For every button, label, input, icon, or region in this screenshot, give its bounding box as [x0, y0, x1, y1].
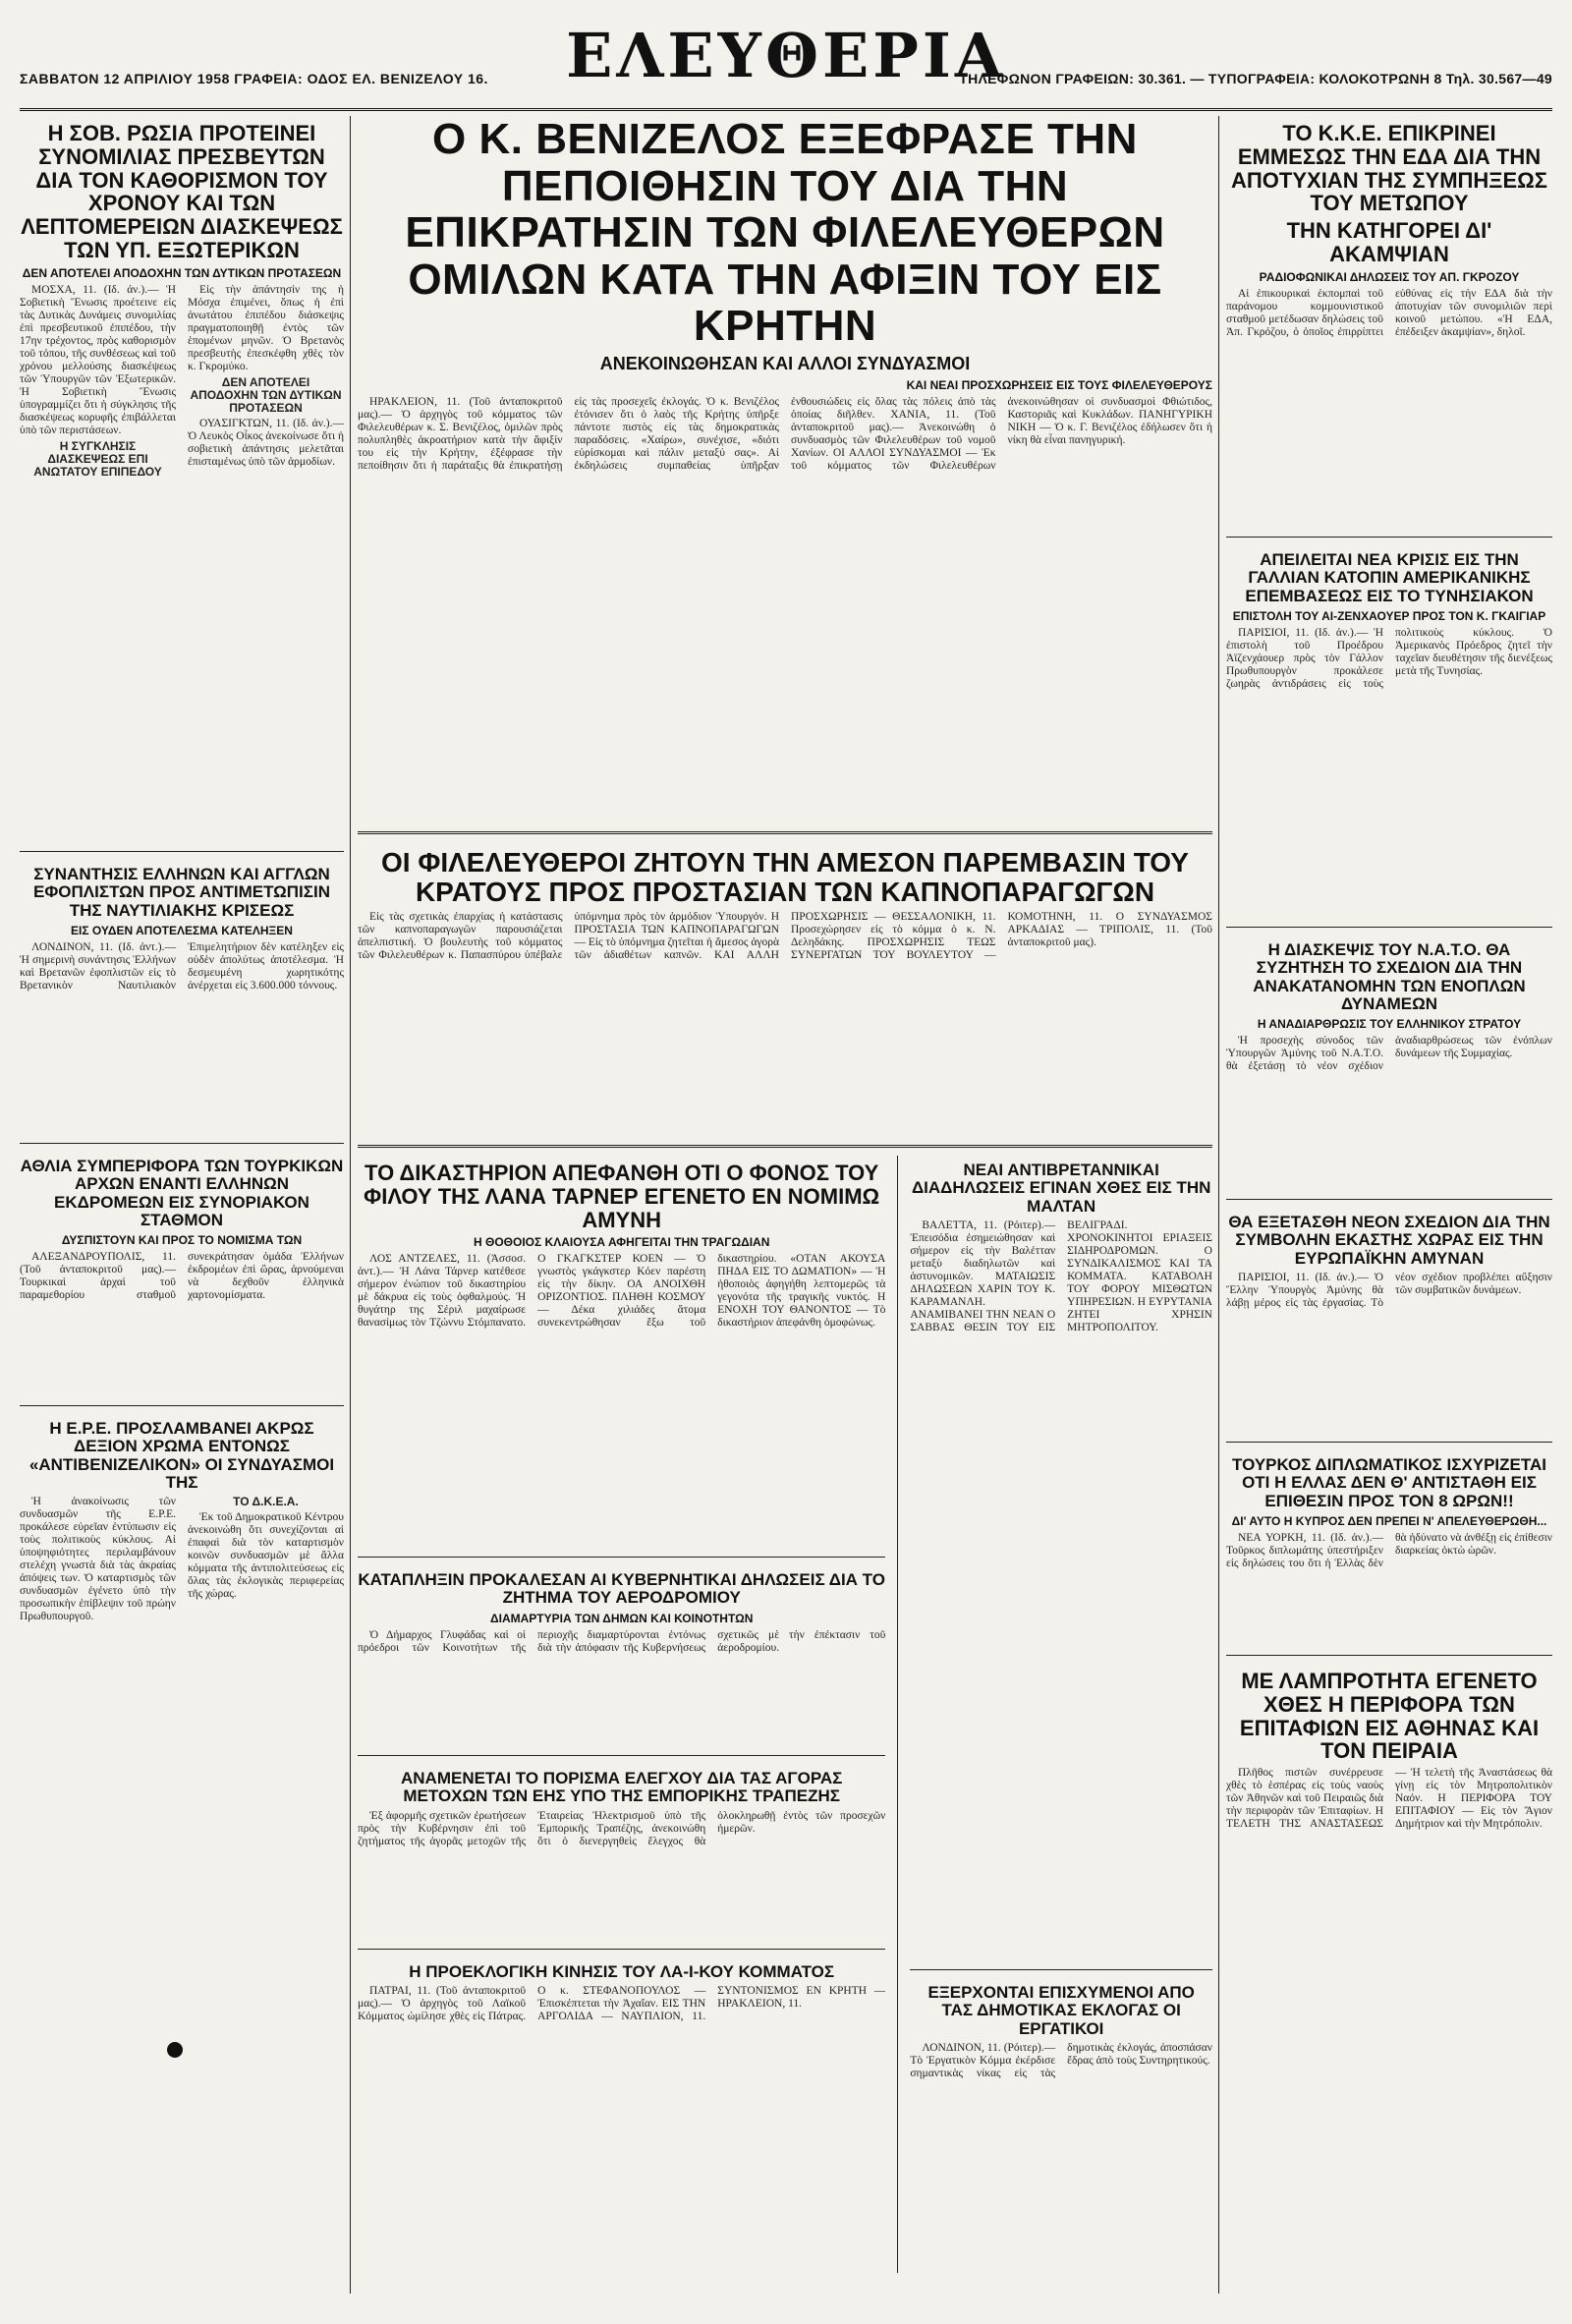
- story-body: [358, 1810, 885, 1848]
- story-body: [20, 1496, 344, 1623]
- story-text: ΑΛΕΞΑΝΔΡΟΥΠΟΛΙΣ, 11. (Τοῦ ἀνταποκριτοῦ μας).— Τουρκικαὶ ἀρχαὶ τοῦ παραμεθορίου σταθμοῦ συνεκράτησαν ὁμάδα Ἑλλήνων ἐκδρομέων ἐπὶ ὥρας, ἀρνούμεναι νὰ δεχθοῦν ἑλληνικὰ χαρτονομίσματα.: [20, 1251, 344, 1302]
- story-body: [20, 284, 344, 479]
- phone-line: ΤΗΛΕΦΩΝΟΝ ΓΡΑΦΕΙΩΝ: 30.361. — ΤΥΠΟΓΡΑΦΕΙΑ: ΚΟΛΟΚΟΤΡΩΝΗ 8 Τηλ. 30.567—49: [959, 71, 1552, 86]
- center-column: [358, 116, 1212, 2294]
- story-body: [358, 396, 1212, 473]
- story-text: ΛΟΝΔΙΝΟΝ, 11. (Ιδ. ἀντ.).— Ἡ σημερινὴ συνάντησις Ἑλλήνων καὶ Βρετανῶν ἐφοπλιστῶν εἰς τὸ Βρετανικὸν Ναυτιλιακὸν Ἐπιμελητήριον δὲν κατέληξεν εἰς οὐδὲν ἀπολύτως ἀποτέλεσμα. Ἡ δεσμευμένη χωρητικότης ἀνέρχεται εἰς 3.600.000 τόννους.: [20, 941, 344, 992]
- story-ere: [20, 1414, 344, 2181]
- center-lower-right: [910, 1156, 1212, 2273]
- story-kke: [1226, 116, 1552, 529]
- story-body: [1226, 1532, 1552, 1570]
- story-european-defense: [1226, 1208, 1552, 1434]
- story-labour-elections: [910, 1978, 1212, 2273]
- story-text: Πλῆθος πιστῶν συνέρρευσε χθὲς τὸ ἑσπέρας εἰς τοὺς ναοὺς τῶν Ἀθηνῶν καὶ τοῦ Πειραιῶς διὰ τὴν περιφορὰν τῶν Ἐπιταφίων. Η ΤΕΛΕΤΗ ΤΗΣ ΑΝΑΣΤΑΣΕΩΣ — Ἡ τελετὴ τῆς Ἀναστάσεως θὰ γίνῃ εἰς τὸν Μητροπολιτικὸν Ναόν. Η ΠΕΡΙΦΟΡΑ ΤΟΥ ΕΠΙΤΑΦΙΟΥ — Εἰς τὸν Ἅγιον Δημήτριον καὶ τὴν Μητρόπολιν.: [1226, 1767, 1552, 1830]
- story-body: [20, 1251, 344, 1304]
- date-line: ΣΑΒΒΑΤΟΝ 12 ΑΠΡΙΛΙΟΥ 1958 ΓΡΑΦΕΙΑ: ΟΔΟΣ ΕΛ. ΒΕΝΙΖΕΛΟΥ 16.: [20, 71, 488, 86]
- story-text: ΟΥΑΣΙΓΚΤΩΝ, 11. (Ιδ. άν.).— Ὁ Λευκὸς Οἶκος ἀνεκοίνωσε ὅτι ἡ σοβιετικὴ ἀπάντησις μελετᾶται ἐπισταμένως ὑπὸ τῶν ἁρμοδίων.: [188, 417, 344, 468]
- story-text: ΗΡΑΚΛΕΙΟΝ, 11. (Τοῦ ἀνταποκριτοῦ μας).— Ὁ ἀρχηγὸς τοῦ κόμματος τῶν Φιλελευθέρων κ. Σ. Βενιζέλος, ὁμιλῶν πρὸς πολυπληθὲς ἀκροατήριον κατὰ τὴν ἄφιξίν του εἰς τὴν Κρήτην, ἐξέφρασε τὴν πεποίθησιν ὅτι ἡ παράταξις θὰ ἐπικρατήσῃ εἰς τὰς προσεχεῖς ἐκλογάς. Ὁ κ. Βενιζέλος ἐτόνισεν ὅτι ὁ λαὸς τῆς Κρήτης ὑπῆρξε πάντοτε πιστὸς εἰς τὰς δημοκρατικὰς παραδόσεις. «Χαίρω», συνέχισε, «διότι εὑρίσκομαι καὶ πάλιν μεταξύ σας». Αἱ ἐκδηλώσεις συμπαθείας ὑπῆρξαν ἐνθουσιώδεις εἰς ὅλας τὰς πόλεις ἀπὸ τὰς ὁποίας διῆλθεν. ΧΑΝΙΑ, 11. (Τοῦ ἀνταποκριτοῦ μας).— Ἀνεκοινώθη ὁ συνδυασμὸς τῶν Φιλελευθέρων τοῦ νομοῦ Χανίων. ΟΙ ΑΛΛΟΙ ΣΥΝΔΥΑΣΜΟΙ — Ἐκ τοῦ κόμματος τῶν Φιλελευθέρων ἀνεκοινώθησαν οἱ συνδυασμοὶ Φθιώτιδος, Καστοριᾶς καὶ Κυκλάδων. ΠΑΝΗΓΥΡΙΚΗ ΝΙΚΗ — Ὁ κ. Γ. Βενιζέλος ἐδήλωσεν ὅτι ἡ νίκη θὰ εἶναι πανηγυρική.: [358, 395, 1212, 472]
- divider: [1226, 927, 1552, 928]
- story-text: ΠΑΡΙΣΙΟΙ, 11. (Ιδ. ἀν.).— Ὁ Ἕλλην Ὑπουργὸς Ἀμύνης θὰ λάβῃ μέρος εἰς τὰς ἐργασίας. Τὸ νέον σχέδιον προβλέπει αὔξησιν τῶν συμβατικῶν δυνάμεων.: [1226, 1272, 1552, 1310]
- story-malta: [910, 1156, 1212, 1961]
- left-column: [20, 116, 344, 2294]
- story-text: ΒΑΛΕΤΤΑ, 11. (Ρόιτερ).— Ἐπεισόδια ἐσημειώθησαν καὶ σήμερον εἰς τὴν Βαλέτταν μεταξὺ διαδηλωτῶν καὶ ἀστυνομικῶν. ΜΑΤΑΙΩΣΙΣ ΔΗΛΩΣΕΩΝ ΧΑΡΙΝ ΤΟΥ Κ. ΚΑΡΑΜΑΝΛΗ. ΑΝΑΜΙΒΑΝΕΙ ΤΗΝ ΝΕΑΝ Ο ΣΑΒΒΑΣ ΘΕΣΙΝ ΤΟΥ ΕΙΣ ΒΕΛΙΓΡΑΔΙ. ΧΡΟΝΟΚΙΝΗΤΟΙ ΕΡΙΑΞΕΙΣ ΣΙΔΗΡΟΔΡΟΜΩΝ. Ο ΣΥΝΔΙΚΑΛΙΣΜΟΣ ΚΑΙ ΤΑ ΚΟΜΜΑΤΑ. ΚΑΤΑΒΟΛΗ ΤΟΥ ΦΟΡΟΥ ΜΙΣΘΩΤΩΝ ΥΠΗΡΕΣΙΩΝ. Η ΕΥΡΥΤΑΝΙΑ ΖΗΤΕΙ ΧΡΗΣΙΝ ΜΗΤΡΟΠΟΛΙΤΟΥ.: [910, 1219, 1212, 1334]
- section-heading: Η ΣΥΓΚΛΗΣΙΣ ΔΙΑΣΚΕΨΕΩΣ ΕΠΙ ΑΝΩΤΑΤΟΥ ΕΠΙΠΕΔΟΥ: [33, 438, 162, 479]
- headline: ΑΝΑΜΕΝΕΤΑΙ ΤΟ ΠΟΡΙΣΜΑ ΕΛΕΓΧΟΥ ΔΙΑ ΤΑΣ ΑΓΟΡΑΣ ΜΕΤΟΧΩΝ ΤΩΝ ΕΗΣ ΥΠΟ ΤΗΣ ΕΜΠΟΡΙΚΗΣ ΤΡΑΠΕΖΗΣ: [400, 1769, 843, 1806]
- lead-subheadline-2: ΚΑΙ ΝΕΑΙ ΠΡΟΣΧΩΡΗΣΕΙΣ ΕΙΣ ΤΟΥΣ ΦΙΛΕΛΕΥΘΕΡΟΥΣ: [906, 377, 1212, 392]
- story-text: Ἐκ τοῦ Δημοκρατικοῦ Κέντρου ἀνεκοινώθη ὅτι συνεχίζονται αἱ ἐπαφαὶ διὰ τὸν καταρτισμὸν κοινῶν συνδυασμῶν μὲ ἄλλα κόμματα τῆς ἀντιπολιτεύσεως εἰς ὅλας τὰς ἐκλογικὰς περιφερείας τῆς χώρας.: [188, 1511, 344, 1601]
- headline: Η ΠΡΟΕΚΛΟΓΙΚΗ ΚΙΝΗΣΙΣ ΤΟΥ ΛΑ-Ι-ΚΟΥ ΚΟΜΜΑΤΟΣ: [409, 1962, 835, 1981]
- story-body: [1226, 1035, 1552, 1073]
- story-text: ΜΟΣΧΑ, 11. (Ιδ. άν.).— Ἡ Σοβιετικὴ Ἕνωσις προέτεινε εἰς τὰς Δυτικὰς Δυνάμεις συνομιλίας ἐπὶ πρεσβευτικοῦ ἐπιπέδου, τὴν 17ην τρέχοντος, πρὸς καθορισμὸν τοῦ τόπου, τῆς συνθέσεως καὶ τοῦ χρόνου μελλούσης διασκέψεως τῶν Ὑπουργῶν τῶν Ἐξωτερικῶν. Ἡ Σοβιετικὴ Ἕνωσις ὑπογραμμίζει ὅτι ἡ σύγκλησις τῆς διασκέψεως κορυφῆς ἐπιβάλλεται ὑπὸ τῶν περιστάσεων.: [20, 283, 176, 436]
- headline: Η ΣΟΒ. ΡΩΣΙΑ ΠΡΟΤΕΙΝΕΙ ΣΥΝΟΜΙΛΙΑΣ ΠΡΕΣΒΕΥΤΩΝ ΔΙΑ ΤΟΝ ΚΑΘΟΡΙΣΜΟΝ ΤΟΥ ΧΡΟΝΟΥ ΚΑΙ ΤΩΝ ΛΕΠΤΟΜΕΡΕΙΩΝ ΔΙΑΣΚΕΨΕΩΣ ΤΩΝ ΥΠ. ΕΞΩΤΕΡΙΚΩΝ: [21, 121, 343, 262]
- headline: Η ΔΙΑΣΚΕΨΙΣ ΤΟΥ Ν.Α.Τ.Ο. ΘΑ ΣΥΖΗΤΗΣΗ ΤΟ ΣΧΕΔΙΟΝ ΔΙΑ ΤΗΝ ΑΝΑΚΑΤΑΝΟΜΗΝ ΤΩΝ ΕΝΟΠΛΩΝ ΔΥΝΑΜΕΩΝ: [1253, 940, 1526, 1014]
- story-lana-turner: [358, 1156, 885, 1549]
- section-heading: ΔΕΝ ΑΠΟΤΕΛΕΙ ΑΠΟΔΟΧΗΝ ΤΩΝ ΔΥΤΙΚΩΝ ΠΡΟΤΑΣΕΩΝ: [190, 374, 342, 415]
- section-heading: ΤΟ Δ.Κ.Ε.Α.: [233, 1495, 299, 1509]
- story-popular-party: [358, 1957, 885, 2252]
- story-body: [910, 2042, 1212, 2080]
- divider: [910, 1969, 1212, 1970]
- story-text: Ἐξ ἀφορμῆς σχετικῶν ἐρωτήσεων πρὸς τὴν Κυβέρνησιν ἐπὶ τοῦ ζητήματος τῆς ἀγορᾶς μετοχῶν τῆς Ἐταιρείας Ἠλεκτρισμοῦ ὑπὸ τῆς Ἐμπορικῆς Τραπέζης, ἀνεκοινώθη ὅτι ὁ διενεργηθεὶς ἔλεγχος θὰ ὁλοκληρωθῇ ἐντὸς τῶν προσεχῶν ἡμερῶν.: [358, 1809, 886, 1847]
- story-soviet: [20, 116, 344, 843]
- headline: ΣΥΝΑΝΤΗΣΙΣ ΕΛΛΗΝΩΝ ΚΑΙ ΑΓΓΛΩΝ ΕΦΟΠΛΙΣΤΩΝ ΠΡΟΣ ΑΝΤΙΜΕΤΩΠΙΣΙΝ ΤΗΣ ΝΑΥΤΙΛΙΑΚΗΣ ΚΡΙΣΕΩΣ: [33, 865, 330, 920]
- story-body: [1226, 288, 1552, 341]
- story-body: [358, 1985, 885, 2023]
- story-text: Ἡ προσεχὴς σύνοδος τῶν Ὑπουργῶν Ἀμύνης τοῦ Ν.Α.Τ.Ο. θὰ ἐξετάσῃ τὸ νέον σχέδιον ἀναδιαρθρώσεως τῶν ἐνόπλων δυνάμεων τῆς Συμμαχίας.: [1226, 1035, 1552, 1073]
- subheadline: ΤΗΝ ΚΑΤΗΓΟΡΕΙ ΔΙ' ΑΚΑΜΨΙΑΝ: [1286, 218, 1492, 266]
- story-text: ΠΑΤΡΑΙ, 11. (Τοῦ ἀνταποκριτοῦ μας).— Ὁ ἀρχηγὸς τοῦ Λαϊκοῦ Κόμματος ὡμίλησε χθὲς εἰς Πάτρας. Ο κ. ΣΤΕΦΑΝΟΠΟΥΛΟΣ — Ἐπισκέπτεται τὴν Ἀχαΐαν. ΕΙΣ ΤΗΝ ΑΡΓΟΛΙΔΑ — ΝΑΥΠΛΙΟΝ, 11. ΣΥΝΤΟΝΙΣΜΟΣ ΕΝ ΚΡΗΤΗ — ΗΡΑΚΛΕΙΟΝ, 11.: [358, 1985, 886, 2023]
- story-text: ΝΕΑ ΥΟΡΚΗ, 11. (Ιδ. ἀν.).— Τοῦρκος διπλωμάτης ὑπεστήριξεν εἰς δηλώσεις του ὅτι ἡ Ἑλλὰς δὲν θὰ ἠδύνατο νὰ ἀνθέξῃ εἰς ἐπίθεσιν διαρκείας ὀκτὼ ὡρῶν.: [1226, 1532, 1552, 1570]
- lead-subheadline: ΑΝΕΚΟΙΝΩΘΗΣΑΝ ΚΑΙ ΑΛΛΟΙ ΣΥΝΔΥΑΣΜΟΙ: [599, 353, 971, 373]
- headline: ΝΕΑΙ ΑΝΤΙΒΡΕΤΑΝΝΙΚΑΙ ΔΙΑΔΗΛΩΣΕΙΣ ΕΓΙΝΑΝ ΧΘΕΣ ΕΙΣ ΤΗΝ ΜΑΛΤΑΝ: [911, 1161, 1211, 1216]
- headline: ΕΞΕΡΧΟΝΤΑΙ ΕΠΙΣΧΥΜΕΝΟΙ ΑΠΟ ΤΑΣ ΔΗΜΟΤΙΚΑΣ ΕΚΛΟΓΑΣ ΟΙ ΕΡΓΑΤΙΚΟΙ: [927, 1983, 1195, 2038]
- story-shipowners: [20, 860, 344, 1135]
- story-body: [358, 1253, 885, 1331]
- column-rule: [1218, 116, 1219, 2294]
- subheadline: ΕΙΣ ΟΥΔΕΝ ΑΠΟΤΕΛΕΣΜΑ ΚΑΤΕΛΗΞΕΝ: [71, 924, 293, 938]
- story-epitaphs: [1226, 1664, 1552, 2214]
- divider: [20, 1405, 344, 1406]
- story-border: [20, 1152, 344, 1397]
- story-text: Εἰς τὴν ἀπάντησίν της ἡ Μόσχα ἐπιμένει, ὅπως ἡ ἐπὶ ἀνωτάτου ἐπιπέδου διάσκεψις πραγματοποιηθῇ ἐντὸς τῶν ἑπομένων μηνῶν. Ὁ Βρετανὸς πρεσβευτὴς ἐπεσκέφθη χθὲς τὸν κ. Γκρομύκο.: [188, 283, 344, 372]
- divider: [1226, 1199, 1552, 1200]
- center-lower-left: [358, 1156, 885, 2273]
- divider: [358, 1755, 885, 1756]
- story-body: [1226, 1272, 1552, 1310]
- center-lower: [358, 1156, 1212, 2273]
- newspaper-title: ΕΛΕΥΘΕΡΙΑ: [566, 20, 1006, 91]
- story-body: [358, 1629, 885, 1656]
- story-text: ΛΟΣ ΑΝΤΖΕΛΕΣ, 11. (Ἀσσοσ. ἀντ.).— Ἡ Λάνα Τάρνερ κατέθεσε σήμερον ἐνώπιον τοῦ δικαστηρίου μὲ δάκρυα εἰς τοὺς ὀφθαλμούς. Ἡ θυγάτηρ της Σέριλ μαχαίρωσε θανασίμως τὸν Τζώννυ Στόμπανατο. Ο ΓΚΑΓΚΣΤΕΡ ΚΟΕΝ — Ὁ γνωστὸς γκάγκστερ Κόεν παρέστη εἰς τὴν δίκην. ΟΑ ΑΝΟΙΧΘΗ ΟΡΙΖΟΝΤΙΟΣ. ΠΛΗΘΗ ΚΟΣΜΟΥ — Δέκα χιλιάδες ἄτομα συνεκεντρώθησαν ἔξω τοῦ δικαστηρίου. «ΟΤΑΝ ΑΚΟΥΣΑ ΠΗΔΑ ΕΙΣ ΤΟ ΔΩΜΑΤΙΟΝ» — Ἡ ἠθοποιὸς ἀφηγήθη λεπτομερῶς τὰ γεγονότα τῆς τραγικῆς νυκτός. Η ΕΝΟΧΗ ΤΟΥ ΘΑΝΟΝΤΟΣ — Τὸ δικαστήριον ἀπεφάνθη ὁμοφώνως.: [358, 1253, 886, 1330]
- headline: ΤΟΥΡΚΟΣ ΔΙΠΛΩΜΑΤΙΚΟΣ ΙΣΧΥΡΙΖΕΤΑΙ ΟΤΙ Η ΕΛΛΑΣ ΔΕΝ Θ' ΑΝΤΙΣΤΑΘΗ ΕΙΣ ΕΠΙΘΕΣΙΝ ΠΡΟΣ ΤΟΝ 8 ΩΡΩΝ!!: [1232, 1455, 1546, 1510]
- subheadline: ΔΥΣΠΙΣΤΟΥΝ ΚΑΙ ΠΡΟΣ ΤΟ ΝΟΜΙΣΜΑ ΤΩΝ: [61, 1233, 303, 1248]
- story-text: Αἱ ἐπικουρικαὶ ἐκπομπαὶ τοῦ παράνομου κομμουνιστικοῦ σταθμοῦ μετέδωσαν δηλώσεις τοῦ Ἀπ. Γκρόζου, ὁ ὁποῖος ἐπιρρίπτει εὐθύνας εἰς τὴν ΕΔΑ διὰ τὴν ἀποτυχίαν τῶν συνομιλιῶν περὶ κοινοῦ μετώπου. «Ἡ ΕΔΑ, ἐπέδειξεν ἀκαμψίαν», δηλοῖ.: [1226, 287, 1552, 338]
- story-text: ΠΑΡΙΣΙΟΙ, 11. (Ιδ. ἀν.).— Ἡ ἐπιστολὴ τοῦ Προέδρου Ἀϊζενχάουερ πρὸς τὸν Γάλλον Πρωθυπουργὸν προκάλεσε ζωηρὰς ἀντιδράσεις εἰς τοὺς πολιτικοὺς κύκλους. Ὁ Ἀμερικανὸς Πρόεδρος ζητεῖ τὴν ταχεῖαν διευθέτησιν τῆς διενέξεως μετὰ τῆς Τυνησίας.: [1226, 627, 1552, 691]
- story-tobacco: [358, 842, 1212, 1137]
- story-text: Ὁ Δήμαρχος Γλυφάδας καὶ οἱ πρόεδροι τῶν Κοινοτήτων τῆς περιοχῆς διαμαρτύρονται ἐντόνως διὰ τὴν ἀπόφασιν τῆς Κυβερνήσεως σχετικῶς μὲ τὴν ἐπέκτασιν τοῦ ἀεροδρομίου.: [358, 1628, 886, 1654]
- divider: [358, 1557, 885, 1558]
- ink-blot: [167, 2042, 183, 2058]
- story-text: ΛΟΝΔΙΝΟΝ, 11. (Ρόιτερ).— Τὸ Ἐργατικὸν Κόμμα ἐκέρδισε σημαντικὰς νίκας εἰς τὰς δημοτικὰς ἐκλογάς, ἀποσπάσαν ἕδρας ἀπὸ τοὺς Συντηρητικούς.: [910, 2042, 1212, 2080]
- headline: ΑΘΛΙΑ ΣΥΜΠΕΡΙΦΟΡΑ ΤΩΝ ΤΟΥΡΚΙΚΩΝ ΑΡΧΩΝ ΕΝΑΝΤΙ ΕΛΛΗΝΩΝ ΕΚΔΡΟΜΕΩΝ ΕΙΣ ΣΥΝΟΡΙΑΚΟΝ ΣΤΑΘΜΟΝ: [20, 1157, 344, 1230]
- subheadline: ΔΕΝ ΑΠΟΤΕΛΕΙ ΑΠΟΔΟΧΗΝ ΤΩΝ ΔΥΤΙΚΩΝ ΠΡΟΤΑΣΕΩΝ: [22, 265, 342, 280]
- divider: [20, 1143, 344, 1144]
- subheadline: ΕΠΙΣΤΟΛΗ ΤΟΥ ΑΙ-ΖΕΝΧΑΟΥΕΡ ΠΡΟΣ ΤΟΝ Κ. ΓΚΑΙΓΙΑΡ: [1232, 609, 1546, 624]
- subheadline-2: ΡΑΔΙΟΦΩΝΙΚΑΙ ΔΗΛΩΣΕΙΣ ΤΟΥ ΑΠ. ΓΚΡΟΖΟΥ: [1259, 269, 1520, 284]
- subheadline: ΔΙΑΜΑΡΤΥΡΙΑ ΤΩΝ ΔΗΜΩΝ ΚΑΙ ΚΟΙΝΟΤΗΤΩΝ: [490, 1611, 754, 1625]
- divider: [358, 831, 1212, 834]
- story-france-tunisia: [1226, 545, 1552, 919]
- story-body: [1226, 627, 1552, 691]
- headline: Η Ε.Ρ.Ε. ΠΡΟΣΛΑΜΒΑΝΕΙ ΑΚΡΩΣ ΔΕΞΙΟΝ ΧΡΩΜΑ ΕΝΤΟΝΩΣ «ΑΝΤΙΒΕΝΙΖΕΛΙΚΟΝ» ΟΙ ΣΥΝΔΥΑΣΜΟΙ ΤΗΣ: [28, 1419, 335, 1493]
- newspaper-page: [20, 14, 1552, 2294]
- headline: ΚΑΤΑΠΛΗΞΙΝ ΠΡΟΚΑΛΕΣΑΝ ΑΙ ΚΥΒΕΡΝΗΤΙΚΑΙ ΔΗΛΩΣΕΙΣ ΔΙΑ ΤΟ ΖΗΤΗΜΑ ΤΟΥ ΑΕΡΟΔΡΟΜΙΟΥ: [358, 1570, 885, 1608]
- headline: ΘΑ ΕΞΕΤΑΣΘΗ ΝΕΟΝ ΣΧΕΔΙΟΝ ΔΙΑ ΤΗΝ ΣΥΜΒΟΛΗΝ ΕΚΑΣΤΗΣ ΧΩΡΑΣ ΕΙΣ ΤΗΝ ΕΥΡΩΠΑΪΚΗΝ ΑΜΥΝΑΝ: [1228, 1213, 1550, 1268]
- story-text: Ἡ ἀνακοίνωσις τῶν συνδυασμῶν τῆς Ε.Ρ.Ε. προκάλεσε εὐρεῖαν ἐντύπωσιν εἰς τοὺς πολιτικοὺς κύκλους. Αἱ ὑποψηφιότητες περιλαμβάνουν στελέχη γνωστὰ διὰ τὰς ἀκραίας ἀπόψεις των. Ὁ καταρτισμὸς τῶν συνδυασμῶν ἐγένετο ὑπὸ τὴν προσωπικὴν ἐπίβλεψιν τοῦ πρώην Πρωθυπουργοῦ.: [20, 1496, 176, 1623]
- story-body: [1226, 1767, 1552, 1833]
- story-body: [910, 1219, 1212, 1336]
- headline: ΑΠΕΙΛΕΙΤΑΙ ΝΕΑ ΚΡΙΣΙΣ ΕΙΣ ΤΗΝ ΓΑΛΛΙΑΝ ΚΑΤΟΠΙΝ ΑΜΕΡΙΚΑΝΙΚΗΣ ΕΠΕΜΒΑΣΕΩΣ ΕΙΣ ΤΟ ΤΥΝΗΣΙΑΚΟΝ: [1245, 550, 1534, 605]
- subheadline: Η ΑΝΑΔΙΑΡΘΡΩΣΙΣ ΤΟΥ ΕΛΛΗΝΙΚΟΥ ΣΤΡΑΤΟΥ: [1257, 1017, 1522, 1032]
- divider: [1226, 537, 1552, 538]
- headline: ΤΟ Κ.Κ.Ε. ΕΠΙΚΡΙΝΕΙ ΕΜΜΕΣΩΣ ΤΗΝ ΕΔΑ ΔΙΑ ΤΗΝ ΑΠΟΤΥΧΙΑΝ ΤΗΣ ΣΥΜΠΗΞΕΩΣ ΤΟΥ ΜΕΤΩΠΟΥ: [1231, 121, 1547, 216]
- story-airport: [358, 1565, 885, 1747]
- headline: ΜΕ ΛΑΜΠΡΟΤΗΤΑ ΕΓΕΝΕΤΟ ΧΘΕΣ Η ΠΕΡΙΦΟΡΑ ΤΩΝ ΕΠΙΤΑΦΙΩΝ ΕΙΣ ΑΘΗΝΑΣ ΚΑΙ ΤΟΝ ΠΕΙΡΑΙΑ: [1239, 1669, 1540, 1764]
- story-turkish-diplomat: [1226, 1450, 1552, 1647]
- divider: [1226, 1442, 1552, 1443]
- subheadline: ΔΙ' ΑΥΤΟ Η ΚΥΠΡΟΣ ΔΕΝ ΠΡΕΠΕΙ Ν' ΑΠΕΛΕΥΘΕΡΩΘΗ...: [1231, 1514, 1547, 1529]
- story-text: Εἰς τὰς σχετικὰς ἐπαρχίας ἡ κατάστασις τῶν καπνοπαραγωγῶν παρουσιάζεται ἀπελπιστική. Ὁ βουλευτὴς τοῦ κόμματος τῶν Φιλελευθέρων κ. Παπασπύρου ὑπέβαλε ὑπόμνημα πρὸς τὸν ἁρμόδιον Ὑπουργόν. Η ΠΡΟΣΤΑΣΙΑ ΤΩΝ ΚΑΠΝΟΠΑΡΑΓΩΓΩΝ — Εἰς τὸ ὑπόμνημα ζητεῖται ἡ ἄμεσος ἀγορὰ τῶν ἀδιαθέτων καπνῶν. ΚΑΙ ΑΛΛΗ ΠΡΟΣΧΩΡΗΣΙΣ — ΘΕΣΣΑΛΟΝΙΚΗ, 11. Προσεχώρησεν εἰς τὸ κόμμα ὁ κ. Ν. Δεληδάκης. ΠΡΟΣΧΩΡΗΣΙΣ ΤΕΩΣ ΣΥΝΕΡΓΑΤΩΝ ΤΟΥ ΒΟΥΛΕΥΤΟΥ — ΚΟΜΟΤΗΝΗ, 11. Ο ΣΥΝΔΥΑΣΜΟΣ ΑΡΚΑΔΙΑΣ — ΤΡΙΠΟΛΙΣ, 11. (Τοῦ ἀνταποκριτοῦ μας).: [358, 911, 1212, 962]
- divider: [20, 851, 344, 852]
- subheadline: Η ΘΟΘΟΙΟΣ ΚΛΑΙΟΥΣΑ ΑΦΗΓΕΙΤΑΙ ΤΗΝ ΤΡΑΓΩΔΙΑΝ: [473, 1235, 770, 1250]
- story-body: [20, 941, 344, 994]
- right-column: [1226, 116, 1552, 2294]
- story-body: [358, 911, 1212, 962]
- lead-headline: Ο Κ. ΒΕΝΙΖΕΛΟΣ ΕΞΕΦΡΑΣΕ ΤΗΝ ΠΕΠΟΙΘΗΣΙΝ ΤΟΥ ΔΙΑ ΤΗΝ ΕΠΙΚΡΑΤΗΣΙΝ ΤΩΝ ΦΙΛΕΛΕΥΘΕΡΩΝ ΟΜΙΛΩΝ ΚΑΤΑ ΤΗΝ ΑΦΙΞΙΝ ΤΟΥ ΕΙΣ ΚΡΗΤΗΝ: [405, 116, 1165, 351]
- story-venizelos: [358, 116, 1212, 823]
- divider: [358, 1145, 1212, 1148]
- divider: [358, 1949, 885, 1950]
- column-rule: [350, 116, 351, 2294]
- story-bank: [358, 1764, 885, 1941]
- divider: [1226, 1655, 1552, 1656]
- masthead: [20, 14, 1552, 111]
- column-rule: [897, 1156, 898, 2273]
- headline: ΟΙ ΦΙΛΕΛΕΥΘΕΡΟΙ ΖΗΤΟΥΝ ΤΗΝ ΑΜΕΣΟΝ ΠΑΡΕΜΒΑΣΙΝ ΤΟΥ ΚΡΑΤΟΥΣ ΠΡΟΣ ΠΡΟΣΤΑΣΙΑΝ ΤΩΝ ΚΑΠΝΟΠΑΡΑΓΩΓΩΝ: [381, 847, 1189, 908]
- headline: ΤΟ ΔΙΚΑΣΤΗΡΙΟΝ ΑΠΕΦΑΝΘΗ ΟΤΙ Ο ΦΟΝΟΣ ΤΟΥ ΦΙΛΟΥ ΤΗΣ ΛΑΝΑ ΤΑΡΝΕΡ ΕΓΕΝΕΤΟ ΕΝ ΝΟΜΙΜΩ ΑΜΥΝΗ: [364, 1161, 880, 1232]
- story-nato: [1226, 935, 1552, 1191]
